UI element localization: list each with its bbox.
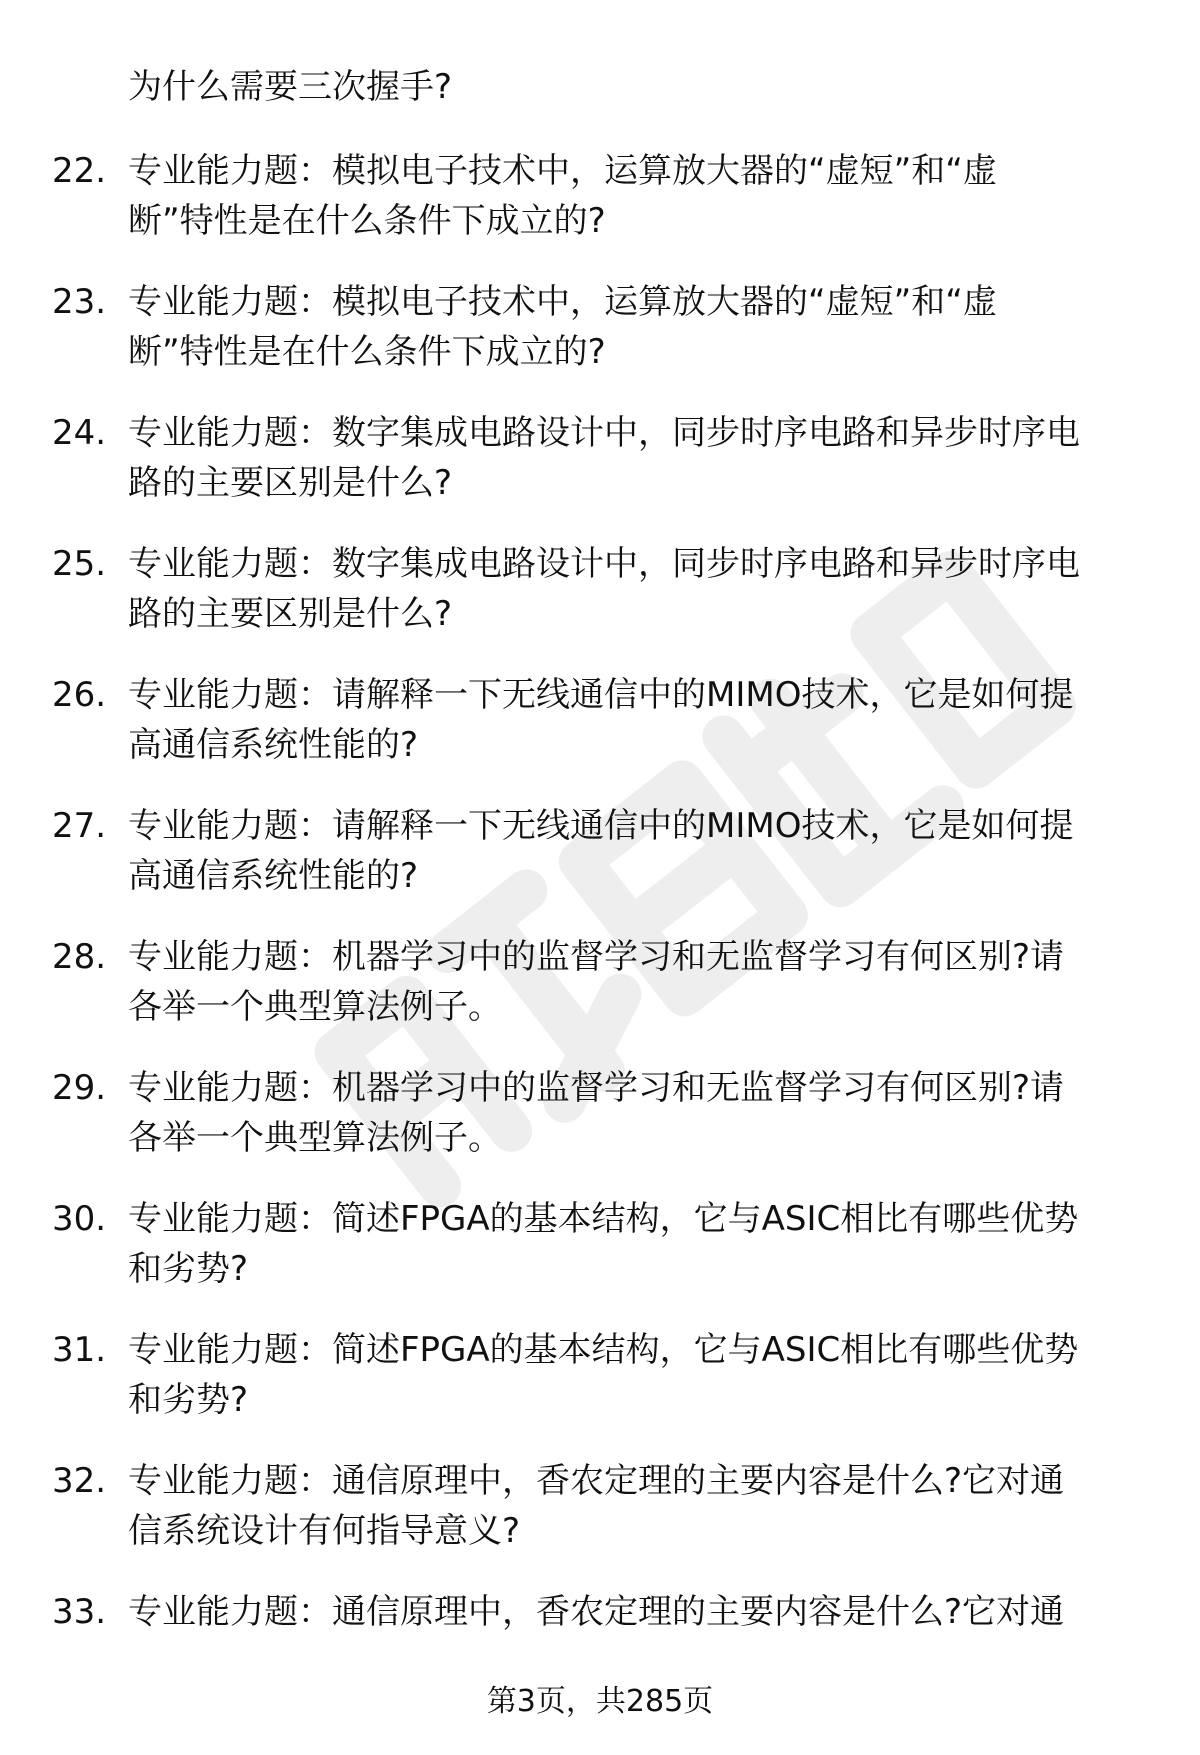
question-line: 高通信系统性能的?: [128, 856, 419, 896]
question-line: 各举一个典型算法例子。: [128, 1118, 502, 1158]
question-line: 各举一个典型算法例子。: [128, 987, 502, 1027]
question-text: [128, 1063, 1148, 1163]
question-number: 28.: [52, 937, 107, 977]
question-line: 和劣势?: [128, 1380, 249, 1420]
question-text: [128, 670, 1148, 770]
question-number: 25.: [52, 544, 107, 584]
question-text: [128, 801, 1148, 901]
question-line: 专业能力题：请解释一下无线通信中的MIMO技术，它是如何提: [128, 806, 1074, 846]
question-text: [128, 277, 1148, 377]
question-number: 29.: [52, 1068, 107, 1108]
continued-question-text: 为什么需要三次握手?: [128, 67, 453, 107]
question-line: 专业能力题：机器学习中的监督学习和无监督学习有何区别?请: [128, 1068, 1065, 1108]
question-line: 专业能力题：数字集成电路设计中，同步时序电路和异步时序电: [128, 544, 1080, 584]
question-item: [0, 801, 1200, 932]
question-item: [0, 1194, 1200, 1325]
question-text: [128, 408, 1148, 508]
question-line: 断”特性是在什么条件下成立的?: [128, 201, 606, 241]
question-number: 27.: [52, 806, 107, 846]
question-text: [128, 146, 1148, 246]
question-line: 专业能力题：数字集成电路设计中，同步时序电路和异步时序电: [128, 413, 1080, 453]
question-number: 30.: [52, 1199, 107, 1239]
question-item: [0, 277, 1200, 408]
question-line: 断”特性是在什么条件下成立的?: [128, 332, 606, 372]
question-line: 专业能力题：通信原理中，香农定理的主要内容是什么?它对通: [128, 1592, 1065, 1632]
question-item: [0, 1456, 1200, 1587]
question-item: [0, 1325, 1200, 1456]
question-line: 和劣势?: [128, 1249, 249, 1289]
question-line: 专业能力题：请解释一下无线通信中的MIMO技术，它是如何提: [128, 675, 1074, 715]
question-line: 高通信系统性能的?: [128, 725, 419, 765]
question-item: [0, 408, 1200, 539]
question-line: 专业能力题：简述FPGA的基本结构，它与ASIC相比有哪些优势: [128, 1199, 1079, 1239]
question-number: 33.: [52, 1592, 107, 1632]
question-text: [128, 1456, 1148, 1556]
question-item: [0, 146, 1200, 277]
question-item: [0, 932, 1200, 1063]
question-line: 专业能力题：模拟电子技术中，运算放大器的“虚短”和“虚: [128, 151, 997, 191]
question-line: 路的主要区别是什么?: [128, 463, 453, 503]
question-line: 专业能力题：通信原理中，香农定理的主要内容是什么?它对通: [128, 1461, 1065, 1501]
question-number: 31.: [52, 1330, 107, 1370]
question-number: 24.: [52, 413, 107, 453]
question-text: [128, 1587, 1148, 1637]
question-text: [128, 932, 1148, 1032]
question-line: 专业能力题：机器学习中的监督学习和无监督学习有何区别?请: [128, 937, 1065, 977]
question-number: 32.: [52, 1461, 107, 1501]
page-footer: 第3页，共285页: [486, 1684, 714, 1719]
question-text: [128, 1194, 1148, 1294]
question-item: [0, 670, 1200, 801]
question-item: [0, 1063, 1200, 1194]
question-list: [0, 146, 1200, 1718]
question-item: [0, 539, 1200, 670]
question-number: 23.: [52, 282, 107, 322]
question-number: 22.: [52, 151, 107, 191]
question-line: 路的主要区别是什么?: [128, 594, 453, 634]
question-number: 26.: [52, 675, 107, 715]
question-line: 专业能力题：简述FPGA的基本结构，它与ASIC相比有哪些优势: [128, 1330, 1079, 1370]
question-line: 专业能力题：模拟电子技术中，运算放大器的“虚短”和“虚: [128, 282, 997, 322]
question-text: [128, 1325, 1148, 1425]
question-text: [128, 539, 1148, 639]
question-line: 信系统设计有何指导意义?: [128, 1511, 521, 1551]
